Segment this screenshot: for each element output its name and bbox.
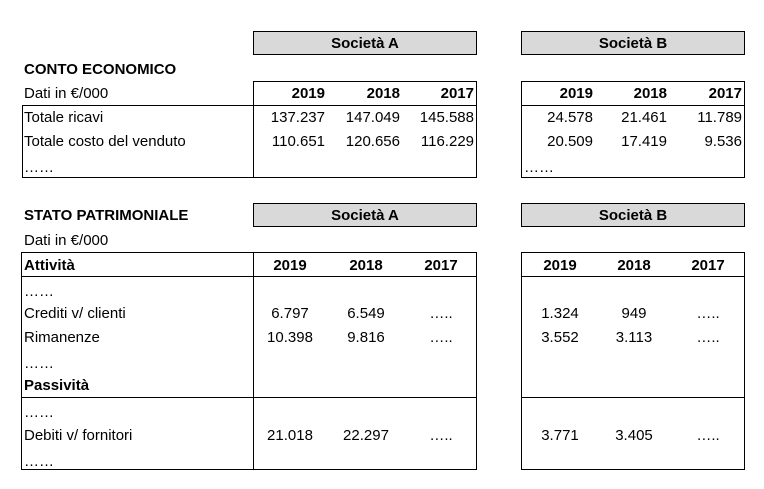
- income-year-header: 2017: [440, 85, 474, 102]
- balance-cell: 3.552: [541, 329, 579, 346]
- balance-cell: 21.018: [267, 427, 313, 444]
- liabilities-label: Passività: [24, 377, 90, 394]
- income-units: Dati in €/000: [24, 85, 109, 102]
- income-cell: 9.536: [704, 133, 742, 150]
- assets-label: Attività: [24, 257, 75, 274]
- income-cell: 24.578: [547, 109, 593, 126]
- income-year-header: 2019: [291, 85, 325, 102]
- balance-cell: 9.816: [347, 329, 385, 346]
- balance-cell: …..: [429, 427, 453, 444]
- income-year-header: 2018: [633, 85, 667, 102]
- income-cell: 17.419: [621, 133, 667, 150]
- income-cell: 120.656: [345, 133, 400, 150]
- income-cell: 137.237: [270, 109, 325, 126]
- balance-row-label: Rimanenze: [24, 329, 100, 346]
- balance-row-label: ……: [24, 404, 54, 421]
- balance-row-label: ……: [24, 283, 54, 300]
- income-heading: CONTO ECONOMICO: [24, 61, 177, 78]
- balance-heading: STATO PATRIMONIALE: [24, 207, 189, 224]
- balance-cell: …..: [429, 329, 453, 346]
- balance-company-a-header: Società A: [253, 203, 477, 227]
- balance-year-header: 2017: [691, 257, 725, 274]
- balance-cell: 6.797: [271, 305, 309, 322]
- balance-year-header: 2017: [424, 257, 458, 274]
- balance-cell: 3.405: [615, 427, 653, 444]
- income-cell: 21.461: [621, 109, 667, 126]
- balance-cell: …..: [429, 305, 453, 322]
- balance-year-header: 2018: [349, 257, 383, 274]
- income-cell: ……: [524, 159, 554, 176]
- income-cell: 110.651: [271, 133, 325, 150]
- income-cell: 20.509: [547, 133, 593, 150]
- income-year-header: 2018: [366, 85, 400, 102]
- balance-year-header: 2019: [543, 257, 577, 274]
- balance-year-header: 2018: [617, 257, 651, 274]
- balance-cell: …..: [696, 329, 720, 346]
- balance-row-label: ……: [24, 453, 54, 470]
- balance-cell: 3.113: [615, 329, 653, 346]
- income-company-a-header: Società A: [253, 31, 477, 55]
- income-row-label: Totale ricavi: [24, 109, 104, 126]
- balance-row-label: Debiti v/ fornitori: [24, 427, 133, 444]
- balance-row-label: ……: [24, 355, 54, 372]
- balance-row-label: Crediti v/ clienti: [24, 305, 126, 322]
- income-row-label: ……: [24, 159, 54, 176]
- income-year-header: 2017: [708, 85, 742, 102]
- income-cell: 147.049: [345, 109, 400, 126]
- income-company-b-header: Società B: [521, 31, 745, 55]
- balance-cell: 10.398: [267, 329, 313, 346]
- balance-company-b-header: Società B: [521, 203, 745, 227]
- income-cell: 145.588: [419, 109, 474, 126]
- balance-cell: 6.549: [347, 305, 385, 322]
- balance-cell: …..: [696, 427, 720, 444]
- income-cell: 11.789: [697, 109, 742, 126]
- balance-cell: 949: [621, 305, 647, 322]
- balance-year-header: 2019: [273, 257, 307, 274]
- balance-cell: 3.771: [541, 427, 579, 444]
- balance-cell: 22.297: [343, 427, 389, 444]
- income-cell: 116.229: [420, 133, 474, 150]
- income-year-header: 2019: [559, 85, 593, 102]
- balance-cell: …..: [696, 305, 720, 322]
- balance-cell: 1.324: [541, 305, 579, 322]
- income-row-label: Totale costo del venduto: [24, 133, 186, 150]
- balance-units: Dati in €/000: [24, 232, 109, 249]
